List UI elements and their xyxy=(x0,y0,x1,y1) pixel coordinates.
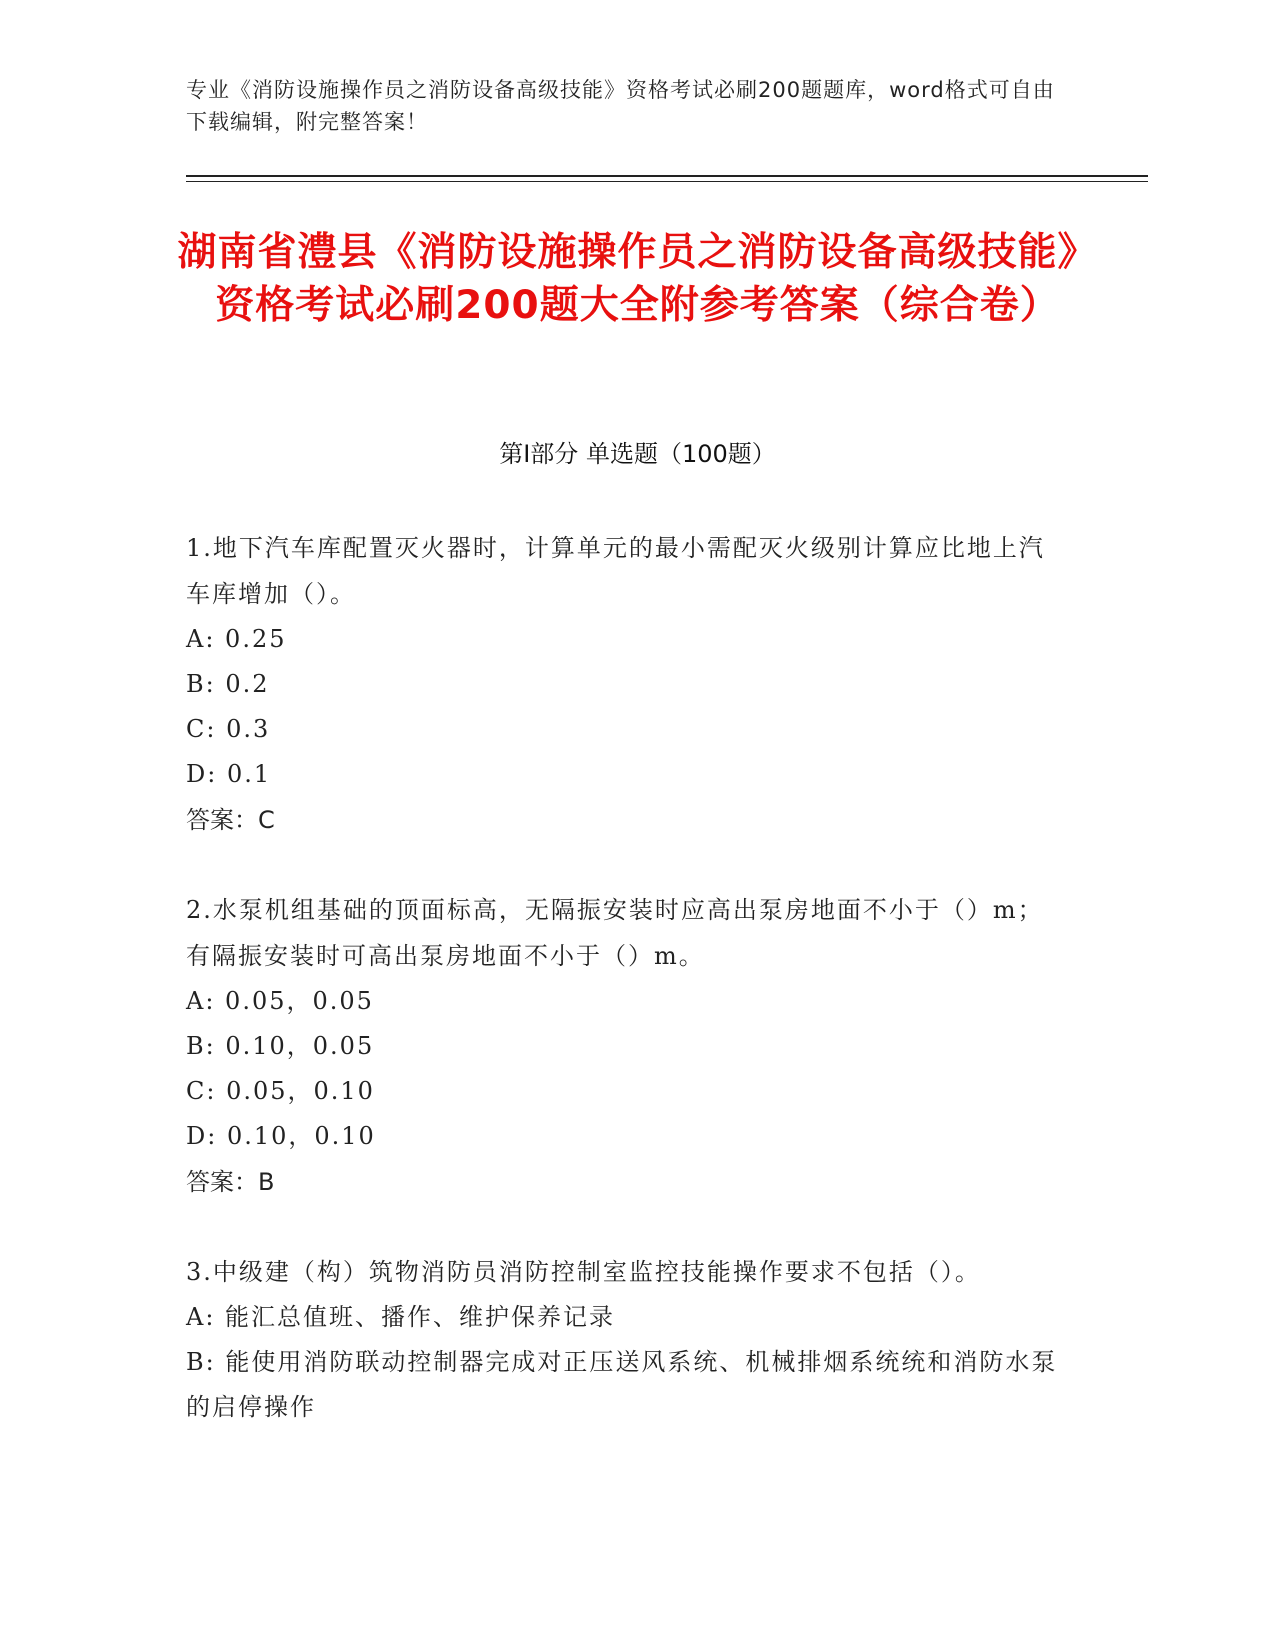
section-title: 第I部分 单选题（100题） xyxy=(499,440,776,468)
option-d: D: 0.1 xyxy=(186,760,272,788)
header-rule-thin xyxy=(186,181,1148,182)
question-block xyxy=(186,525,1066,843)
answer: 答案：C xyxy=(186,806,275,834)
option-c: C: 0.05，0.10 xyxy=(186,1077,375,1105)
option-b: B: 能使用消防联动控制器完成对正压送风系统、机械排烟系统统和消防水泵的启停操作 xyxy=(186,1348,1058,1421)
option-c: C: 0.3 xyxy=(186,715,271,743)
option-a: A: 0.25 xyxy=(186,625,287,653)
option-d: D: 0.10，0.10 xyxy=(186,1122,376,1150)
header-rule-thick xyxy=(186,175,1148,177)
question-block xyxy=(186,887,1066,1205)
question-block xyxy=(186,1249,1066,1430)
question-stem: 3.中级建（构）筑物消防员消防控制室监控技能操作要求不包括（）。 xyxy=(186,1258,981,1286)
document-title: 湖南省澧县《消防设施操作员之消防设备高级技能》资格考试必刷200题大全附参考答案（综合卷） xyxy=(177,230,1098,328)
option-b: B: 0.2 xyxy=(186,670,270,698)
option-b: B: 0.10，0.05 xyxy=(186,1032,375,1060)
option-a: A: 0.05，0.05 xyxy=(186,987,374,1015)
answer: 答案：B xyxy=(186,1168,275,1196)
question-stem: 2.水泵机组基础的顶面标高，无隔振安装时应高出泵房地面不小于（）m；有隔振安装时可高出泵房地面不小于（）m。 xyxy=(186,896,1044,970)
question-stem: 1.地下汽车库配置灭火器时，计算单元的最小需配灭火级别计算应比地上汽车库增加（）。 xyxy=(186,534,1045,608)
option-a: A: 能汇总值班、播作、维护保养记录 xyxy=(186,1303,616,1331)
header-note: 专业《消防设施操作员之消防设备高级技能》资格考试必刷200题题库，word格式可自由下载编辑，附完整答案！ xyxy=(186,78,1055,134)
